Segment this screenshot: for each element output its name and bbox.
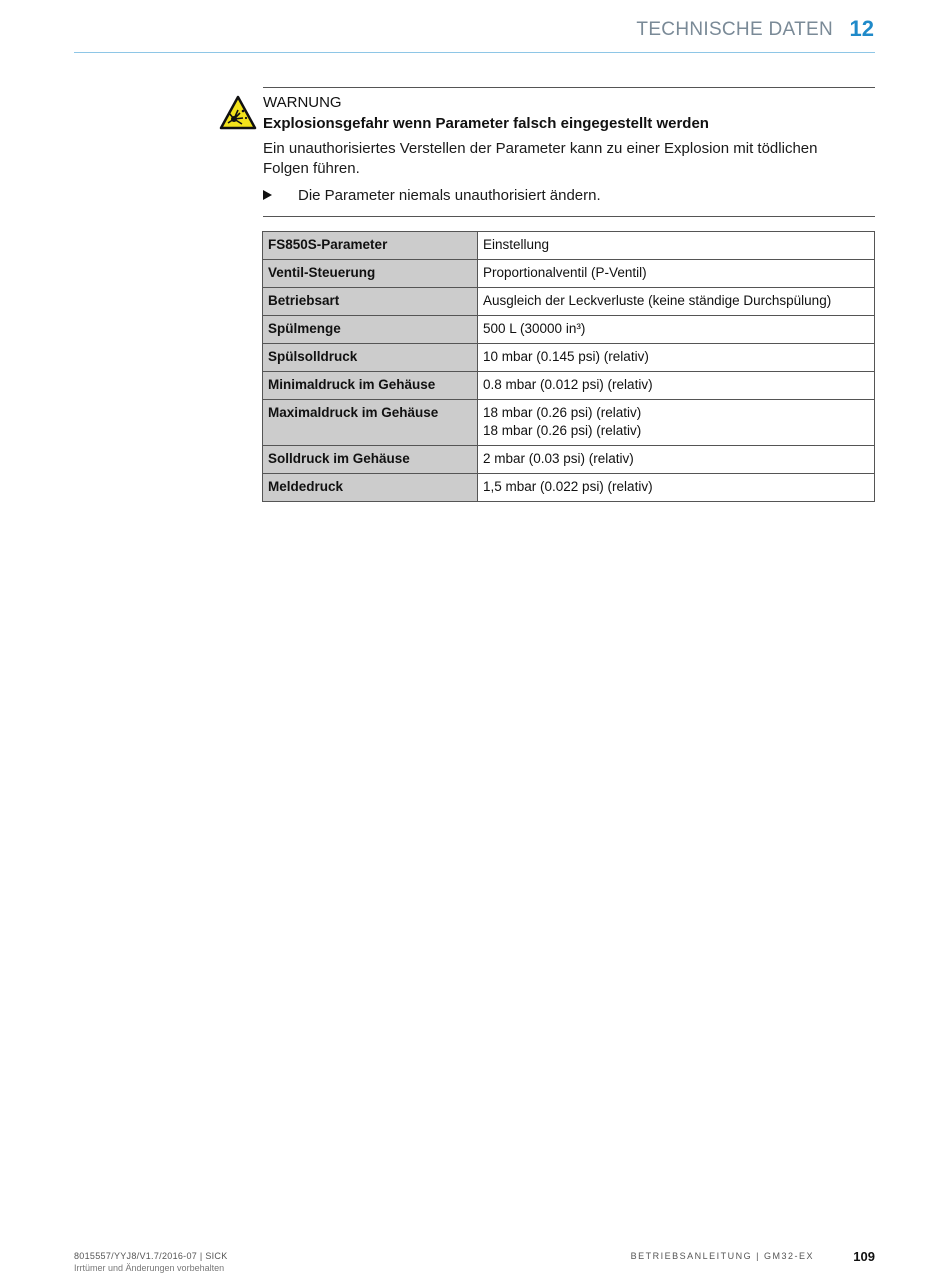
- table-row: [263, 446, 875, 474]
- warning-subtitle: Explosionsgefahr wenn Parameter falsch eingegestellt werden: [263, 115, 709, 132]
- warning-action: Die Parameter niemals unauthorisiert ändern.: [298, 187, 601, 204]
- section-title: TECHNISCHE DATEN: [636, 19, 833, 40]
- table-cell-value-line: 1,5 mbar (0.022 psi) (relativ): [483, 479, 653, 494]
- table-cell-value-line: 18 mbar (0.26 psi) (relativ): [483, 423, 642, 438]
- header-divider: [74, 52, 875, 53]
- table-cell-key: Solldruck im Gehäuse: [263, 446, 478, 474]
- table-cell-value: [478, 344, 875, 372]
- table-cell-key: Meldedruck: [263, 474, 478, 502]
- table-cell-value: [478, 446, 875, 474]
- table-row: [263, 260, 875, 288]
- footer-disclaimer: Irrtümer und Änderungen vorbehalten: [74, 1263, 225, 1273]
- table-row: [263, 344, 875, 372]
- bullet-arrow-icon: [263, 190, 272, 200]
- footer-doc-id: 8015557/YYJ8/V1.7/2016-07 | SICK: [74, 1251, 228, 1261]
- warning-bottom-rule: [263, 216, 875, 217]
- page-number: 109: [853, 1249, 875, 1264]
- table-row: [263, 372, 875, 400]
- table-cell-key: Betriebsart: [263, 288, 478, 316]
- table-cell-value-line: 10 mbar (0.145 psi) (relativ): [483, 349, 649, 364]
- table-cell-value: [478, 474, 875, 502]
- table-cell-value: [478, 288, 875, 316]
- table-cell-key: Ventil-Steuerung: [263, 260, 478, 288]
- warning-body: Ein unauthorisiertes Verstellen der Parameter kann zu einer Explosion mit tödlichen Folgen führen.: [263, 140, 818, 177]
- table-row: [263, 400, 875, 446]
- table-cell-value: [478, 316, 875, 344]
- parameter-table: [262, 231, 875, 502]
- table-cell-value: [478, 260, 875, 288]
- table-header-row: [263, 232, 875, 260]
- table-cell-value-line: 500 L (30000 in³): [483, 321, 586, 336]
- table-cell-value: [478, 400, 875, 446]
- table-header-key: FS850S-Parameter: [263, 232, 478, 260]
- table-cell-value: [478, 372, 875, 400]
- table-cell-value-line: 2 mbar (0.03 psi) (relativ): [483, 451, 634, 466]
- table-header-value: Einstellung: [478, 232, 875, 260]
- table-cell-value-line: Proportionalventil (P-Ventil): [483, 265, 647, 280]
- warning-label: WARNUNG: [263, 94, 342, 111]
- table-cell-key: Maximaldruck im Gehäuse: [263, 400, 478, 446]
- explosion-warning-icon: [219, 95, 257, 130]
- table-row: [263, 474, 875, 502]
- table-cell-key: Spülmenge: [263, 316, 478, 344]
- footer-manual: BETRIEBSANLEITUNG | GM32-EX: [630, 1251, 814, 1261]
- table-cell-value-line: 0.8 mbar (0.012 psi) (relativ): [483, 377, 653, 392]
- table-row: [263, 288, 875, 316]
- table-cell-key: Spülsolldruck: [263, 344, 478, 372]
- warning-top-rule: [263, 87, 875, 88]
- table-cell-value-line: 18 mbar (0.26 psi) (relativ): [483, 405, 642, 420]
- chapter-number: 12: [849, 16, 874, 41]
- table-cell-value-line: Ausgleich der Leckverluste (keine ständige Durchspülung): [483, 293, 832, 308]
- table-row: [263, 316, 875, 344]
- table-cell-key: Minimaldruck im Gehäuse: [263, 372, 478, 400]
